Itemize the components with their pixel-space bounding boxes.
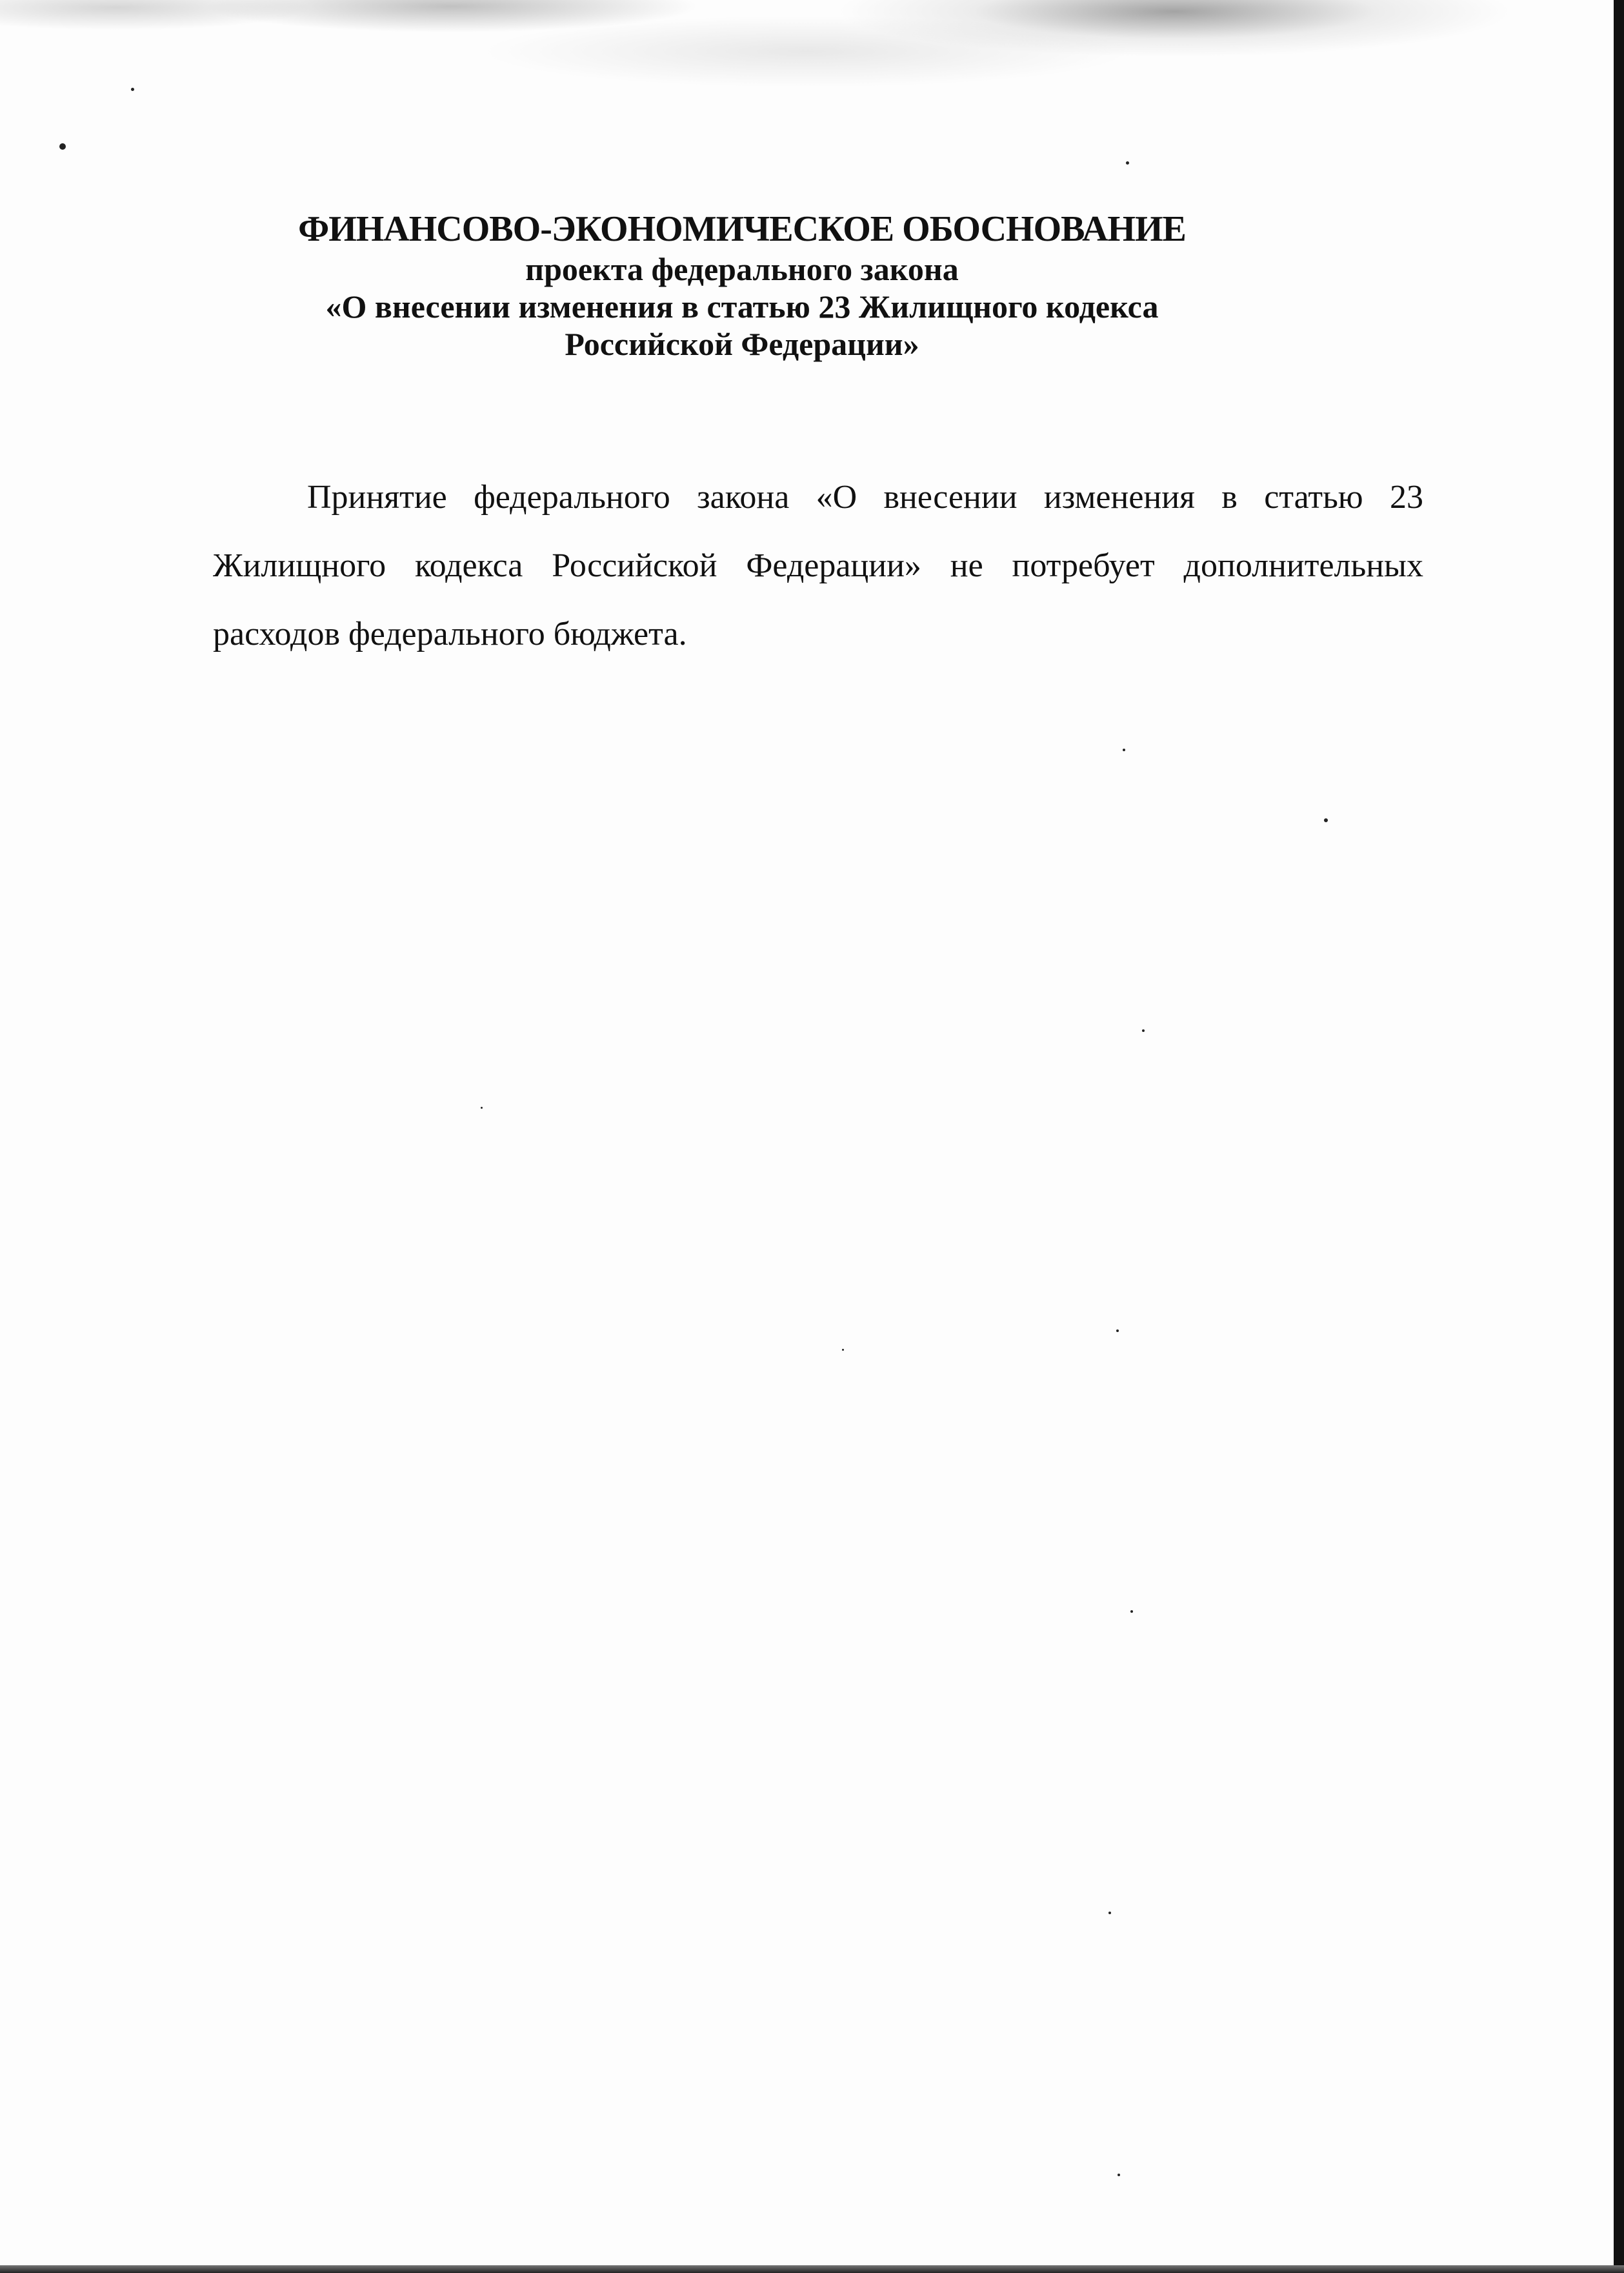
scan-speck [1118,2174,1120,2176]
document-subtitle-line1: проекта федерального закона [525,251,959,287]
scan-speck [1123,749,1125,751]
document-heading [213,208,1271,363]
scan-speck [1126,161,1129,165]
scan-speck [1324,818,1328,822]
scan-edge-bottom [0,2265,1624,2273]
scan-speck [59,143,66,150]
scan-artifact-top [0,0,1613,97]
document-title: ФИНАНСОВО-ЭКОНОМИЧЕСКОЕ ОБОСНОВАНИЕ [298,209,1186,249]
scan-speck [842,1349,844,1351]
scan-speck [1130,1610,1133,1613]
scan-speck [1142,1029,1145,1032]
scan-speck [481,1107,483,1109]
scan-speck [1116,1329,1119,1332]
scan-edge-right [1614,0,1624,2273]
document-body-paragraph: Принятие федерального закона «О внесении изменения в статью 23 Жилищного кодекса Российской Федерации» не потребует дополнительных расходов федерального бюджета. [213,479,1423,652]
document-subtitle-line2: «О внесении изменения в статью 23 Жилищного кодекса [325,288,1159,325]
document-subtitle-line3: Российской Федерации» [565,326,919,362]
scan-speck [131,88,134,91]
scan-speck [1108,1912,1111,1914]
